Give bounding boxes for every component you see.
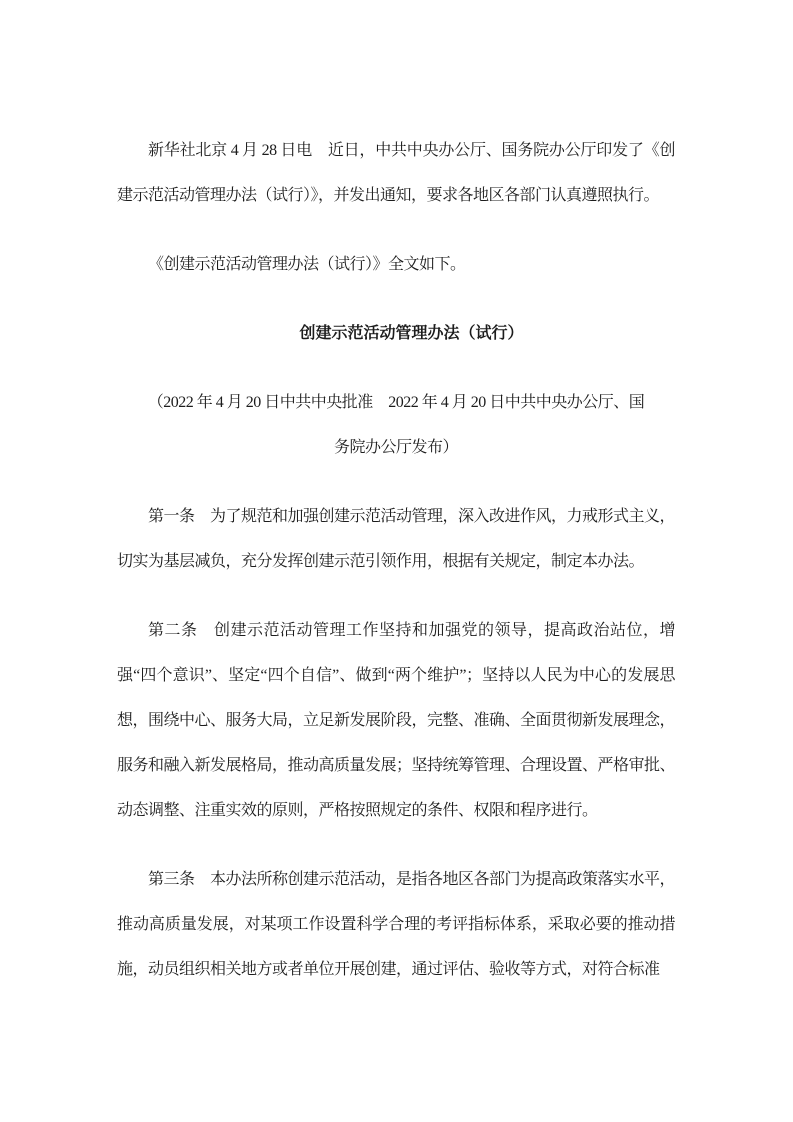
fulltext-note-paragraph: 《创建示范活动管理办法（试行）》全文如下。: [148, 256, 466, 273]
intro-paragraph: 新华社北京 4 月 28 日电 近日，中共中央办公厅、国务院办公厅印发了《创建示范活动管理办法（试行）》，并发出通知，要求各地区各部门认真遵照执行。: [117, 142, 675, 204]
article-2-paragraph: 第二条 创建示范活动管理工作坚持和加强党的领导，提高政治站位，增强“四个意识”、坚定“四个自信”、做到“两个维护”；坚持以人民为中心的发展思想，围绕中心、服务大局，立足新发展阶段，完整、准确、全面贯彻新发展理念，服务和融入新发展格局，推动高质量发展；坚持统筹管理、合理设置、严格审批、动态调整、注重实效的原则，严格按照规定的条件、权限和程序进行。: [117, 622, 676, 819]
publication-info: [117, 380, 675, 470]
article-3-paragraph: 第三条 本办法所称创建示范活动，是指各地区各部门为提高政策落实水平，推动高质量发展，对某项工作设置科学合理的考评指标体系，采取必要的推动措施，动员组织相关地方或者单位开展创建，通过评估、验收等方式，对符合标准: [117, 871, 676, 978]
article-1-paragraph: 第一条 为了规范和加强创建示范活动管理，深入改进作风，力戒形式主义，切实为基层减负，充分发挥创建示范引领作用，根据有关规定，制定本办法。: [117, 508, 676, 570]
document-title: 创建示范活动管理办法（试行）: [299, 325, 524, 342]
publication-info-line-1: （2022 年 4 月 20 日中共中央批准 2022 年 4 月 20 日中共中央办公厅、国: [147, 394, 645, 411]
publication-info-line-2: 务院办公厅发布）: [333, 439, 458, 456]
